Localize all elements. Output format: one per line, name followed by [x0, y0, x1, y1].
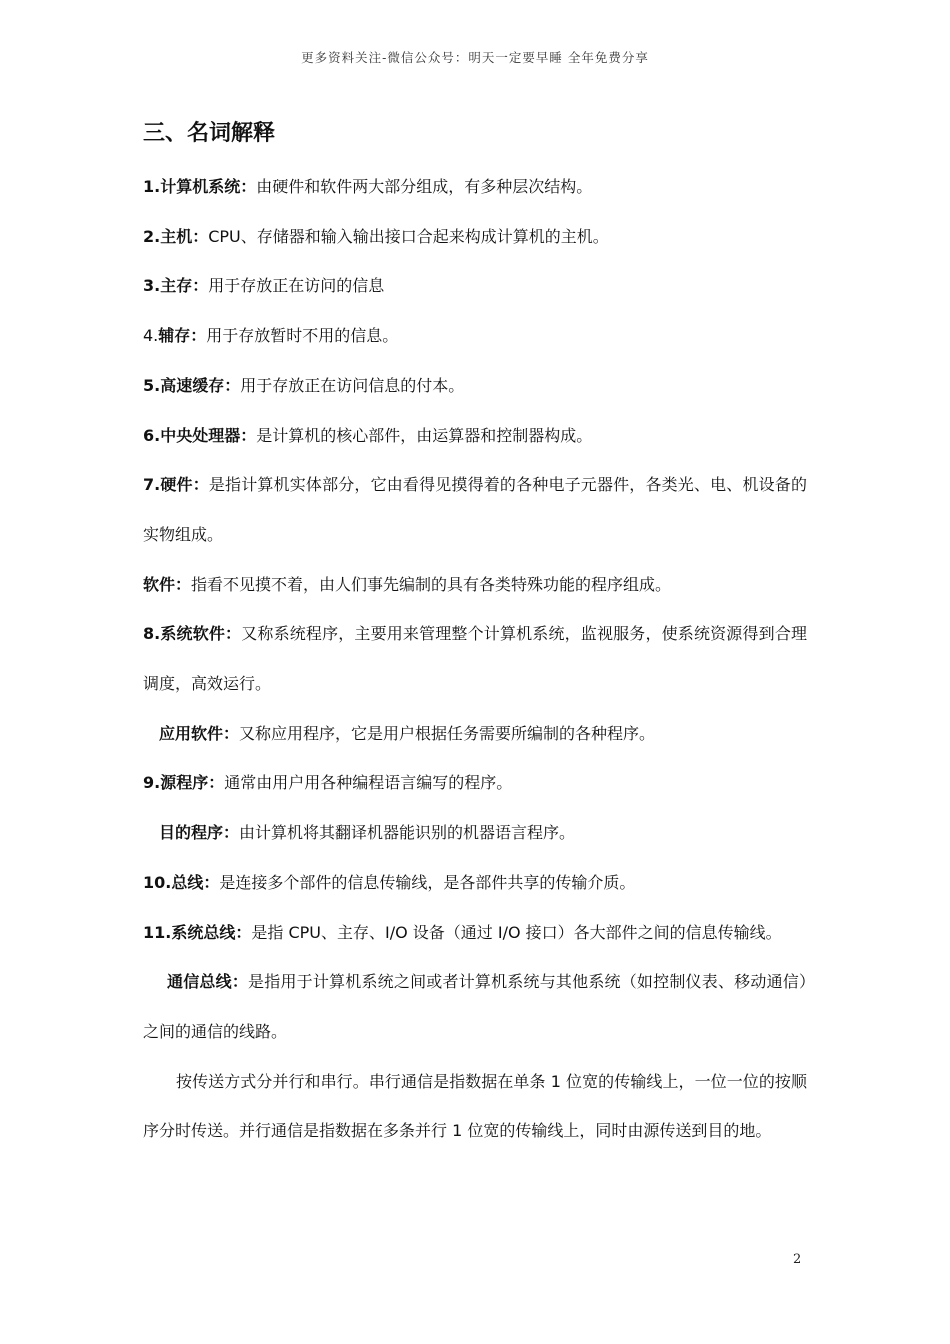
- definition-term: 8.系统软件：: [143, 624, 242, 644]
- definition-item: [143, 411, 807, 461]
- definition-text: 是连接多个部件的信息传输线，是各部件共享的传输介质。: [219, 872, 636, 892]
- definition-term: 3.主存：: [143, 276, 209, 296]
- definition-text: 又称系统程序，主要用来管理整个计算机系统，监视服务，使系统资源得到合理调度，高效运行。: [143, 624, 807, 694]
- definition-item: [143, 758, 807, 808]
- definition-item: [143, 212, 807, 262]
- definition-term: 10.总线：: [143, 872, 220, 892]
- definition-text: 又称应用程序，它是用户根据任务需要所编制的各种程序。: [239, 723, 656, 743]
- definition-item: [143, 858, 807, 908]
- definition-item: [143, 460, 807, 559]
- definition-term: 6.中央处理器：: [143, 425, 257, 445]
- definition-item: [143, 709, 807, 759]
- definition-text: 由硬件和软件两大部分组成，有多种层次结构。: [256, 177, 593, 196]
- section-title: 三、名词解释: [143, 121, 276, 146]
- definition-item: [143, 311, 807, 361]
- definition-term: 2.主机：: [143, 226, 209, 246]
- definition-text: 用于存放正在访问信息的付本。: [240, 375, 465, 395]
- definition-text: CPU、存储器和输入输出接口合起来构成计算机的主机。: [208, 226, 609, 246]
- definition-term: 辅存：: [158, 326, 207, 346]
- definition-text: 通常由用户用各种编程语言编写的程序。: [224, 773, 513, 793]
- definition-item: [143, 560, 807, 610]
- definition-term: 11.系统总线：: [143, 922, 252, 942]
- definition-term: 应用软件：: [159, 723, 240, 743]
- definition-text: 用于存放暂时不用的信息。: [206, 326, 399, 346]
- definition-item: [143, 162, 807, 212]
- definition-text: 是指用于计算机系统之间或者计算机系统与其他系统（如控制仪表、移动通信）之间的通信的线路。: [143, 972, 807, 1041]
- page-number: 2: [793, 1252, 802, 1267]
- definition-text: 由计算机将其翻译机器能识别的机器语言程序。: [239, 823, 576, 843]
- definition-number: 4.: [143, 326, 159, 346]
- definition-term: 9.源程序：: [143, 773, 225, 793]
- definition-text: 是指 CPU、主存、I/O 设备（通过 I/O 接口）各大部件之间的信息传输线。: [251, 922, 782, 942]
- definition-term: 7.硬件：: [143, 475, 209, 495]
- definition-term: 软件：: [143, 574, 192, 594]
- definition-item: [143, 808, 807, 858]
- definition-text: 用于存放正在访问的信息: [208, 276, 385, 296]
- definition-text: 是指计算机实体部分，它由看得见摸得着的各种电子元器件，各类光、电、机设备的实物组成。: [143, 475, 807, 544]
- page-header: 更多资料关注-微信公众号：明天一定要早睡 全年免费分享: [301, 50, 649, 65]
- definition-term: 通信总线：: [167, 972, 249, 992]
- definition-text: 是计算机的核心部件，由运算器和控制器构成。: [256, 425, 593, 445]
- definition-term: 5.高速缓存：: [143, 375, 241, 395]
- definition-text: 指看不见摸不着，由人们事先编制的具有各类特殊功能的程序组成。: [191, 574, 672, 594]
- definition-term: 目的程序：: [159, 823, 240, 843]
- definition-item: [143, 361, 807, 411]
- definition-item: [143, 957, 807, 1056]
- definition-item: [143, 261, 807, 311]
- closing-paragraph: 按传送方式分并行和串行。串行通信是指数据在单条 1 位宽的传输线上，一位一位的按顺序分时传送。并行通信是指数据在多条并行 1 位宽的传输线上，同时由源传送到目的地。: [143, 1071, 807, 1141]
- definitions-body: [143, 162, 807, 1156]
- definition-item: [143, 609, 807, 708]
- definition-item: [143, 908, 807, 958]
- definition-term: 1.计算机系统：: [143, 177, 257, 196]
